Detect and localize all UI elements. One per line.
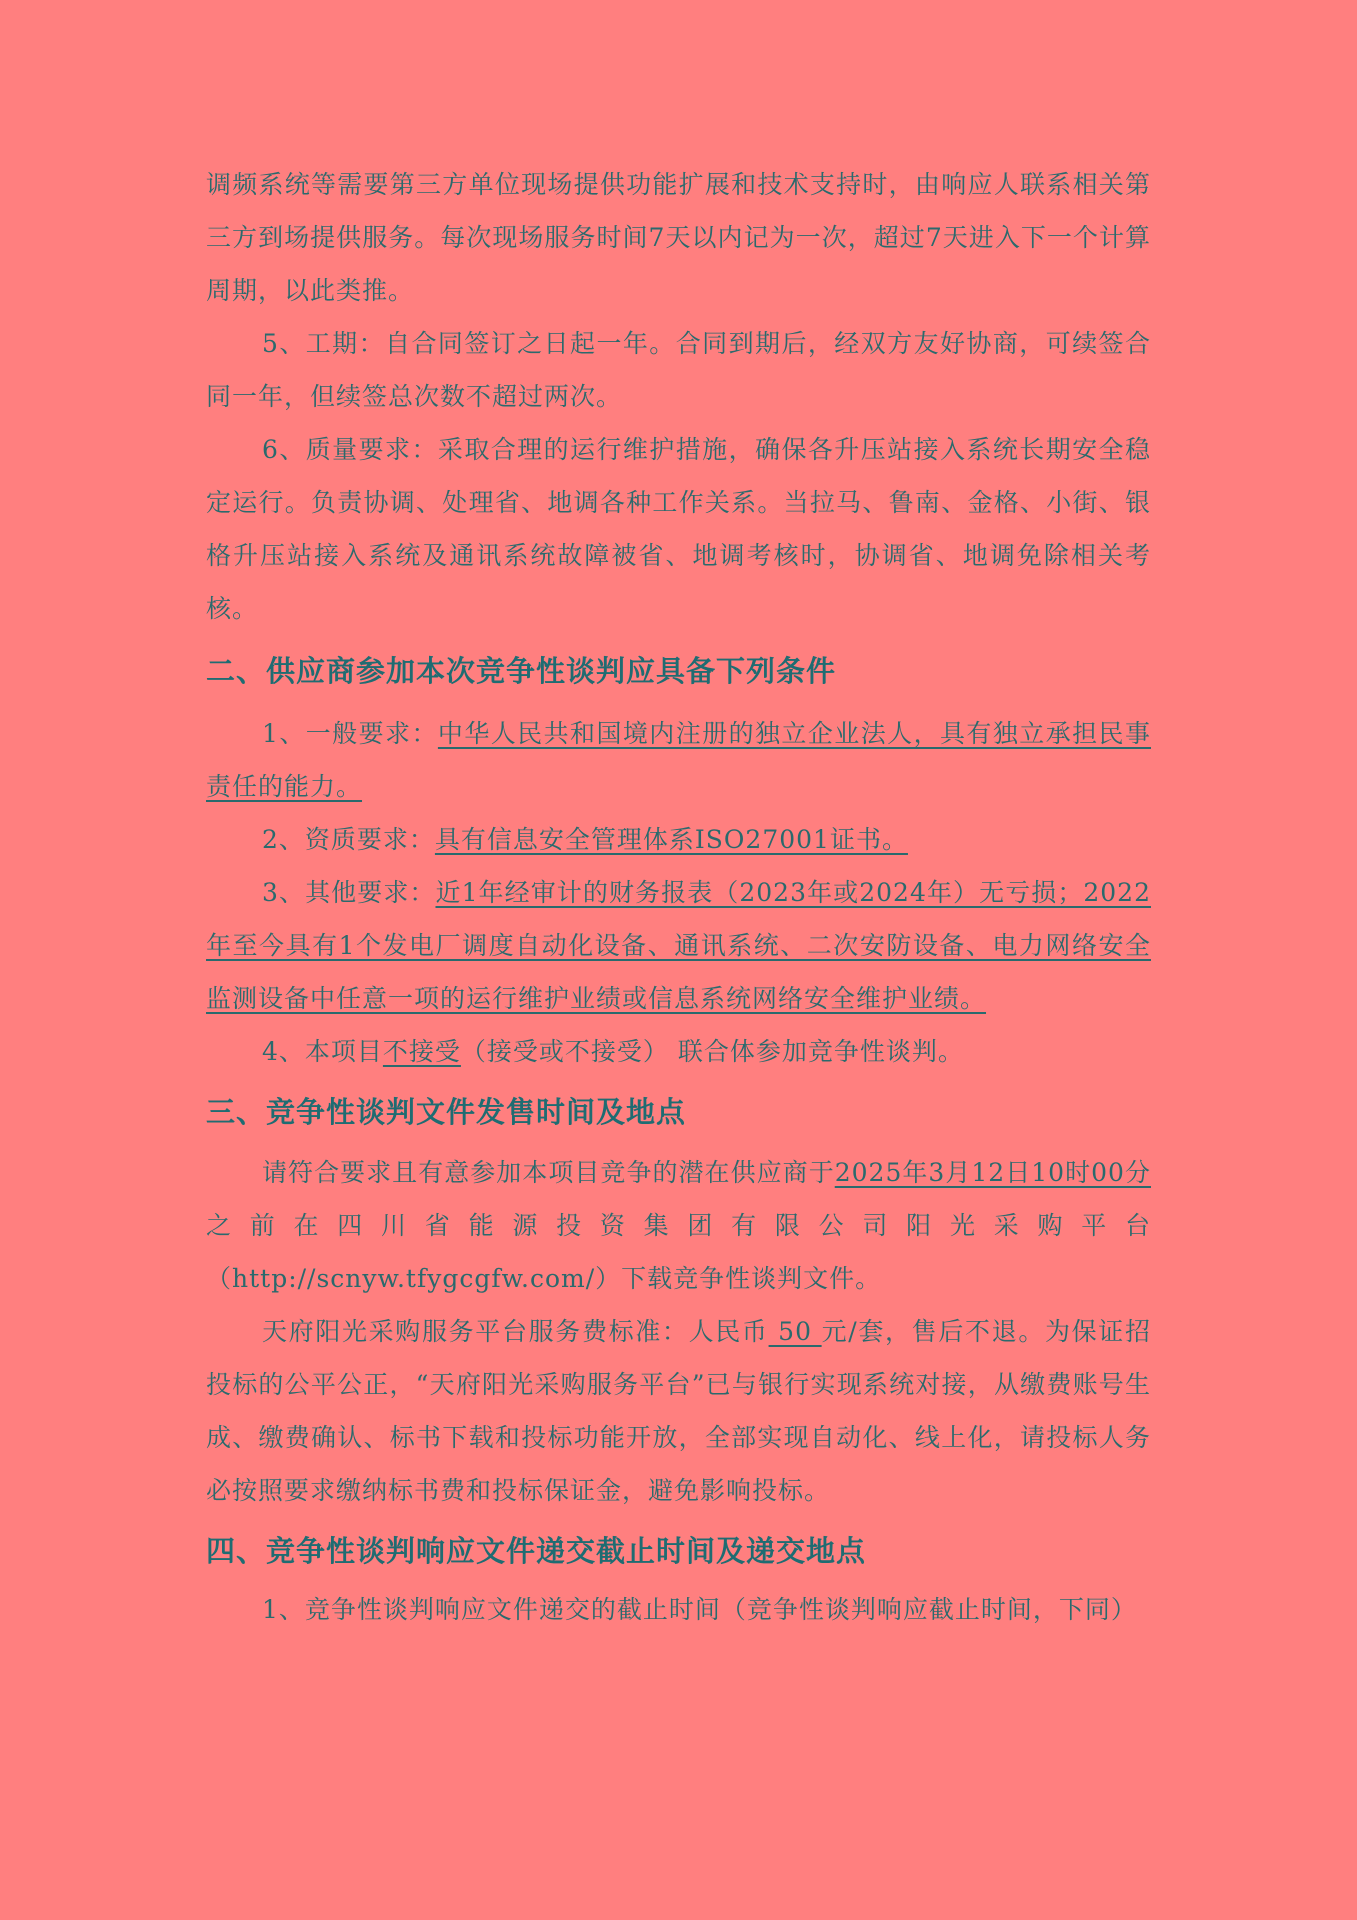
sale-suffix: 之前在四川省能源投资集团有限公司阳光采购平台（http://scnyw.tfygcgfw.com/）下载竞争性谈判文件。 (206, 1211, 1151, 1293)
requirement-general (206, 707, 1151, 813)
section-heading-2: 二、供应商参加本次竞争性谈判应具备下列条件 (206, 654, 837, 688)
document-page (206, 158, 1151, 1636)
fee-prefix: 天府阳光采购服务平台服务费标准：人民币 (262, 1317, 769, 1346)
requirement-other-value: 近1年经审计的财务报表（2023年或2024年）无亏损；2022年至今具有1个发电厂调度自动化设备、通讯系统、二次安防设备、电力网络安全监测设备中任意一项的运行维护业绩或信息系统网络安全维护业绩。 (206, 878, 1151, 1013)
requirement-consortium-value: 不接受 (382, 1037, 461, 1066)
paragraph-intro: 调频系统等需要第三方单位现场提供功能扩展和技术支持时，由响应人联系相关第三方到场提供服务。每次现场服务时间7天以内记为一次，超过7天进入下一个计算周期，以此类推。 (206, 170, 1151, 305)
requirement-consortium-suffix: （接受或不接受） 联合体参加竞争性谈判。 (460, 1037, 964, 1066)
requirement-other-label: 3、其他要求： (262, 878, 436, 907)
requirement-qualification-value: 具有信息安全管理体系ISO27001证书。 (434, 825, 908, 854)
section-heading-4: 四、竞争性谈判响应文件递交截止时间及递交地点 (206, 1534, 867, 1568)
requirement-consortium (206, 1025, 1151, 1078)
requirement-qualification-label: 2、资质要求： (262, 825, 435, 854)
section-heading-3: 三、竞争性谈判文件发售时间及地点 (206, 1095, 687, 1129)
paragraph-sale (206, 1146, 1151, 1305)
sale-prefix: 请符合要求且有意参加本项目竞争的潜在供应商于 (262, 1158, 835, 1187)
fee-amount: 50 (768, 1317, 822, 1346)
sale-deadline: 2025年3月12日10时00分 (834, 1158, 1151, 1187)
requirement-consortium-prefix: 4、本项目 (262, 1037, 383, 1066)
requirement-general-value: 中华人民共和国境内注册的独立企业法人，具有独立承担民事责任的能力。 (206, 719, 1151, 801)
paragraph-quality: 6、质量要求：采取合理的运行维护措施，确保各升压站接入系统长期安全稳定运行。负责协调、处理省、地调各种工作关系。当拉马、鲁南、金格、小街、银格升压站接入系统及通讯系统故障被省、地调考核时，协调省、地调免除相关考核。 (206, 435, 1151, 623)
paragraph-schedule: 5、工期：自合同签订之日起一年。合同到期后，经双方友好协商，可续签合同一年，但续签总次数不超过两次。 (206, 329, 1151, 411)
paragraph-fee (206, 1305, 1151, 1517)
requirement-other (206, 866, 1151, 1025)
fee-suffix: 元/套，售后不退。为保证招投标的公平公正，“天府阳光采购服务平台”已与银行实现系统对接，从缴费账号生成、缴费确认、标书下载和投标功能开放，全部实现自动化、线上化，请投标人务必按照要求缴纳标书费和投标保证金，避免影响投标。 (206, 1317, 1151, 1505)
requirement-general-label: 1、一般要求： (262, 719, 438, 748)
paragraph-submission-deadline: 1、竞争性谈判响应文件递交的截止时间（竞争性谈判响应截止时间，下同） (262, 1595, 1137, 1624)
requirement-qualification (206, 813, 1151, 866)
